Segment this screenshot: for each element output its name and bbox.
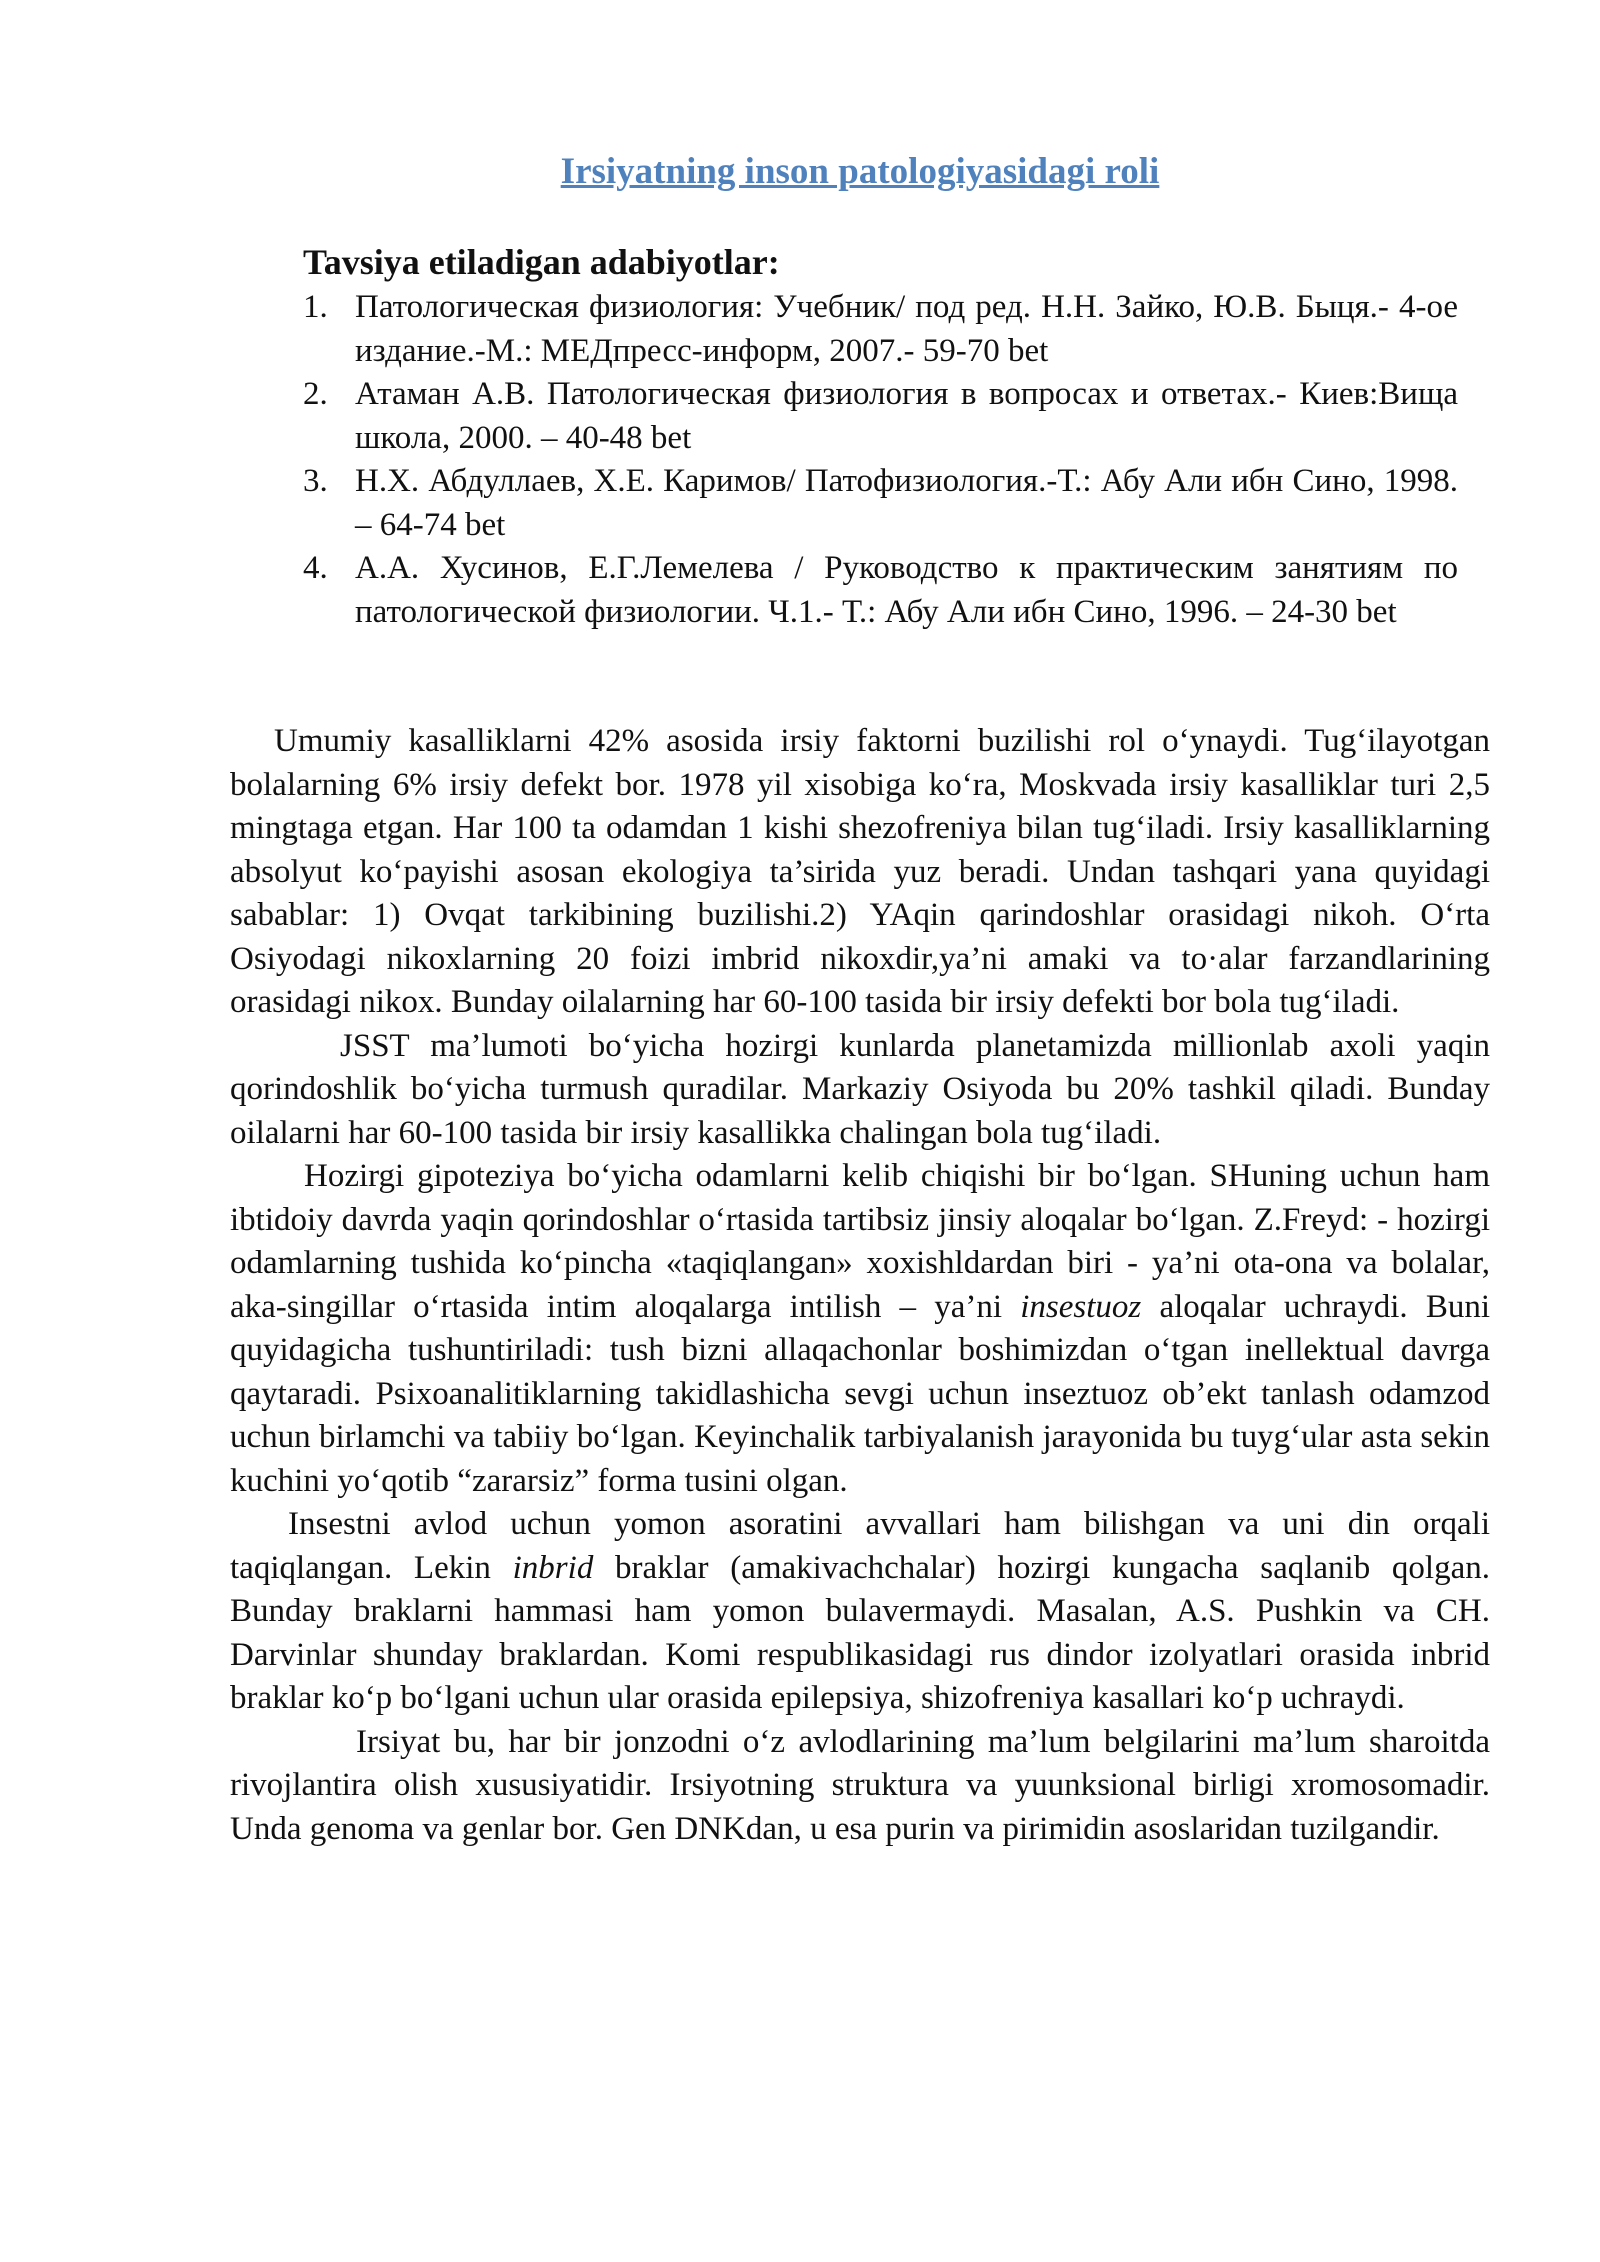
literature-item-text: А.А. Хусинов, Е.Г.Лемелева / Руководство к практическим занятиям по патологической физиологии. Ч.1.- Т.: Абу Али ибн Сино, 1996. – 24-30 bet [355,550,1458,630]
literature-section [303,240,1458,634]
document-title-text: Irsiyatning inson patologiyasidagi roli [560,151,1160,192]
literature-item-text: Н.Х. Абдуллаев, Х.Е. Каримов/ Патофизиология.-Т.: Абу Али ибн Сино, 1998. – 64-74 bet [355,463,1458,543]
paragraph-heredity-definition: Irsiyat bu, har bir jonzodni o‘z avlodlarining ma’lum belgilarini ma’lum sharoitda rivojlantira olish xususiyatidir. Irsiyotning struktura va yuunksional birligi xromosomadir. Unda genoma va genlar bor. Gen DNKdan, u esa purin va pirimidin asoslaridan tuzilgandir. [230,1723,1490,1847]
paragraph-who-data: JSST ma’lumoti bo‘yicha hozirgi kunlarda planetamizda millionlab axoli yaqin qorindoshlik bo‘yicha turmush quradilar. Markaziy Osiyoda bu 20% tashkil qiladi. Bunday oilalarni har 60-100 tasida bir irsiy kasallikka chalingan bola tug‘iladi. [230,1027,1490,1151]
literature-item [303,373,1458,460]
paragraph-text: aloqalar uchraydi. Buni quyidagicha tushuntiriladi: tush bizni allaqachonlar boshimizdan o‘tgan inellektual davrga qaytaradi. Psixoanalitiklarning takidlashicha sevgi uchun inseztuoz ob’ekt tanlash odamzod uchun birlamchi va tabiiy bo‘lgan. Keyinchalik tarbiyalanish jarayonida bu tuyg‘ular asta sekin kuchini yo‘qotib “zararsiz” forma tusini olgan. [230,1288,1490,1499]
italic-term: insestuoz [1020,1288,1142,1325]
paragraph-text: Hozirgi gipoteziya bo‘yicha odamlarni kelib chiqishi bir bo‘lgan. SHuning uchun ham ibtidoiy davrda yaqin qorindoshlar o‘rtasida tartibsiz jinsiy aloqalar bo‘lgan. Z.Freyd: - hozirgi odamlarning tushida ko‘pincha «taqiqlangan» xoxishldardan biri - ya’ni ota-ona va bolalar, aka-singillar o‘rtasida intim aloqalarga intilish – ya’ni [230,1158,1490,1325]
italic-term: inbrid [512,1549,594,1586]
literature-item-text: Патологическая физиология: Учебник/ под ред. Н.Н. Зайко, Ю.В. Быця.- 4-ое издание.-М.: МЕДпресс-информ, 2007.- 59-70 bet [355,289,1458,369]
document-title [230,148,1490,196]
literature-item-number: 1. [303,289,328,325]
literature-item-number: 4. [303,550,328,586]
literature-item-number: 3. [303,463,328,499]
paragraph-hereditary-statistics: Umumiy kasalliklarni 42% asosida irsiy faktorni buzilishi rol o‘ynaydi. Tug‘ilayotgan bolalarning 6% irsiy defekt bor. 1978 yil xisobiga ko‘ra, Moskvada irsiy kasalliklar turi 2,5 mingtaga etgan. Har 100 ta odamdan 1 kishi shezofreniya bilan tug‘iladi. Irsiy kasalliklarning absolyut ko‘payishi asosan ekologiya ta’sirida yuz beradi. Undan tashqari yana quyidagi sabablar: 1) Ovqat tarkibining buzilishi.2) YAqin qarindoshlar orasidagi nikoh. O‘rta Osiyodagi nikoxlarning 20 foizi imbrid nikoxdir,ya’ni amaki va to·alar farzandlarining orasidagi nikox. Bunday oilalarning har 60-100 tasida bir irsiy defekti bor bola tug‘iladi. [230,723,1490,1020]
paragraph-text: braklar (amakivachchalar) hozirgi kungacha saqlanib qolgan. Bunday braklarni hammasi ham yomon bulavermaydi. Masalan, A.S. Pushkin va CH. Darvinlar shunday braklardan. Komi respublikasidagi rus dindor izolyatlari orasida inbrid braklar ko‘p bo‘lgani uchun ular orasida epilepsiya, shizofreniya kasallari ko‘p uchraydi. [230,1549,1490,1716]
body-text [230,720,1490,1851]
literature-item [303,547,1458,634]
paragraph-incest [230,1503,1490,1721]
literature-item-text: Атаман А.В. Патологическая физиология в вопросах и ответах.- Киев:Вища школа, 2000. – 40-48 bet [355,376,1458,456]
paragraph-hypothesis [230,1155,1490,1503]
paragraph-text: Insestni avlod uchun yomon asoratini avvallari ham bilishgan va uni din orqali taqiqlangan. Lekin [230,1506,1490,1586]
literature-heading: Tavsiya etiladigan adabiyotlar: [303,242,780,282]
literature-list [303,286,1458,634]
literature-item-number: 2. [303,376,328,412]
literature-item [303,286,1458,373]
literature-item [303,460,1458,547]
